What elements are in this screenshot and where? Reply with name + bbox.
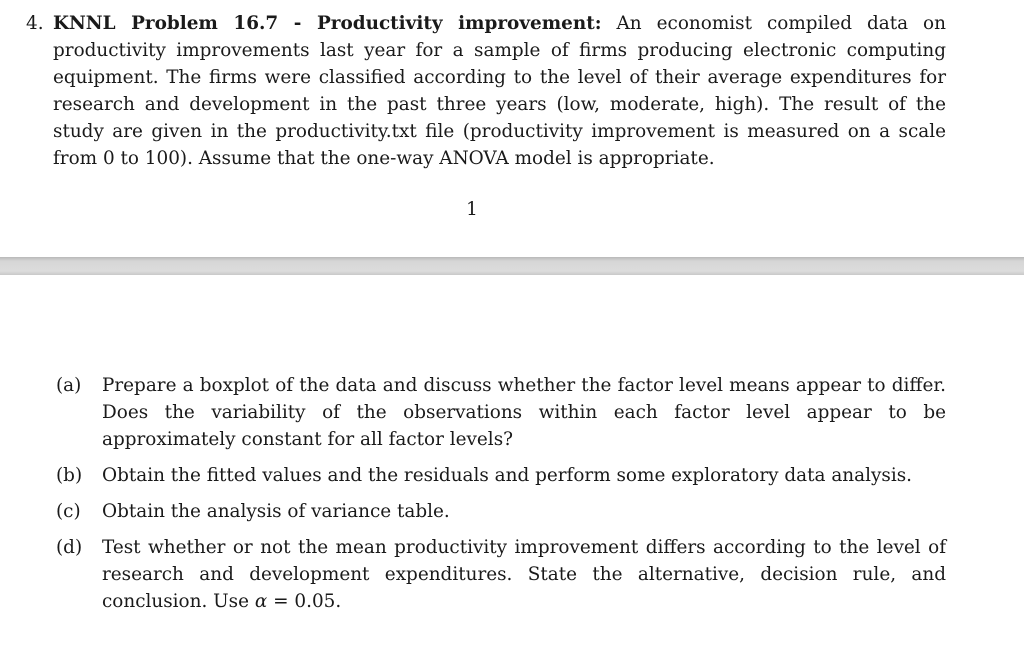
problem-parts-list xyxy=(56,372,946,624)
part-a xyxy=(56,372,946,453)
part-label: (c) xyxy=(56,501,81,522)
problem-number: 4. xyxy=(26,13,44,34)
problem-body xyxy=(53,10,946,172)
part-c xyxy=(56,498,946,525)
problem-title: KNNL Problem 16.7 - Productivity improvement: xyxy=(53,13,602,34)
part-text: Obtain the fitted values and the residuals and perform some exploratory data analysis. xyxy=(102,465,912,486)
part-text: Test whether or not the mean productivity improvement differs according to the level of research and development expenditures. State the alternative, decision rule, and conclusion. Use xyxy=(102,537,946,612)
part-label: (d) xyxy=(56,537,83,558)
problem-text: An economist compiled data on productivity improvements last year for a sample of firms producing electronic computing equipment. The firms were classified according to the level of their average expenditures for research and development in the past three years (low, moderate, high). The result of the study are given in the productivity.txt file (productivity improvement is measured on a scale from 0 to 100). Assume that the one-way ANOVA model is appropriate. xyxy=(53,13,946,169)
alpha-symbol: α xyxy=(254,591,268,612)
part-b xyxy=(56,462,946,489)
page-1 xyxy=(0,0,1024,257)
part-text: Obtain the analysis of variance table. xyxy=(102,501,450,522)
part-label: (a) xyxy=(56,375,82,396)
alpha-value: = 0.05. xyxy=(273,591,342,612)
part-text: Prepare a boxplot of the data and discuss whether the factor level means appear to differ. Does the variability of the observations within each factor level appear to be approximately constant for all factor levels? xyxy=(102,375,946,450)
part-label: (b) xyxy=(56,465,83,486)
page-number: 1 xyxy=(466,199,478,220)
problem-statement xyxy=(26,10,946,172)
page-separator xyxy=(0,257,1024,275)
part-d xyxy=(56,534,946,615)
